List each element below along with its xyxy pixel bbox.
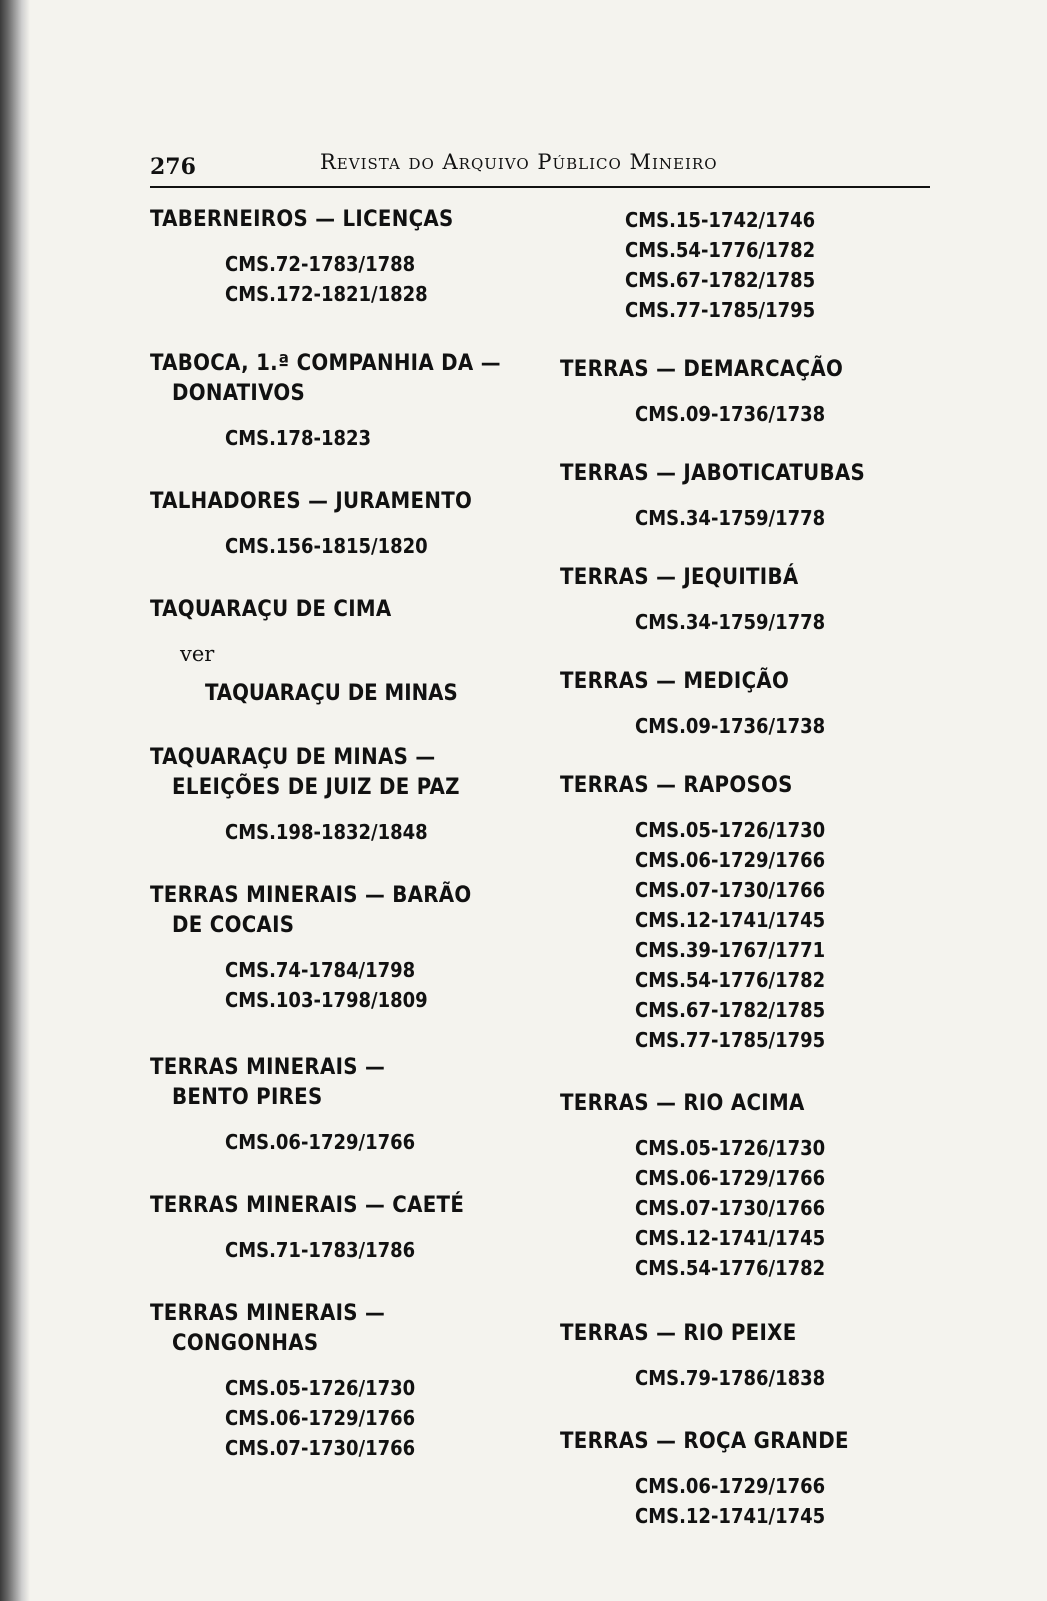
- archive-code: CMS.67-1782/1785: [625, 268, 816, 292]
- entry-heading: TAQUARAÇU DE MINAS — ELEIÇÕES DE JUIZ DE PAZ: [150, 745, 460, 800]
- archive-code: CMS.54-1776/1782: [625, 238, 816, 262]
- code-list: [635, 1471, 940, 1531]
- code-list: [635, 503, 940, 533]
- archive-code: CMS.05-1726/1730: [635, 1136, 826, 1160]
- archive-code: CMS.05-1726/1730: [635, 818, 826, 842]
- archive-code: CMS.103-1798/1809: [225, 988, 428, 1012]
- archive-code: CMS.09-1736/1738: [635, 402, 826, 426]
- index-entry: [560, 771, 940, 1055]
- index-entry: [150, 349, 550, 453]
- archive-code: CMS.172-1821/1828: [225, 282, 428, 306]
- code-list: [635, 1133, 940, 1283]
- index-entry: [150, 1191, 550, 1265]
- archive-code: CMS.178-1823: [225, 426, 372, 450]
- archive-code: CMS.07-1730/1766: [635, 1196, 826, 1220]
- archive-code: CMS.09-1736/1738: [635, 714, 826, 738]
- entry-heading: TERRAS MINERAIS — CAETÉ: [150, 1193, 465, 1218]
- archive-code: CMS.54-1776/1782: [635, 1256, 826, 1280]
- archive-code: CMS.39-1767/1771: [635, 938, 826, 962]
- code-list: [225, 423, 550, 453]
- archive-code: CMS.06-1729/1766: [635, 1474, 826, 1498]
- index-entry: [150, 205, 550, 309]
- archive-code: CMS.74-1784/1798: [225, 958, 416, 982]
- archive-code: CMS.198-1832/1848: [225, 820, 428, 844]
- entry-heading: TERRAS — ROÇA GRANDE: [560, 1429, 849, 1454]
- code-list: [635, 607, 940, 637]
- entry-heading: TABOCA, 1.ª COMPANHIA DA — DONATIVOS: [150, 351, 501, 406]
- archive-code: CMS.72-1783/1788: [225, 252, 416, 276]
- entry-heading: TERRAS — RIO ACIMA: [560, 1091, 805, 1116]
- page-header: [150, 146, 930, 188]
- index-entry: [150, 1053, 550, 1157]
- archive-code: CMS.06-1729/1766: [635, 848, 826, 872]
- archive-code: CMS.12-1741/1745: [635, 908, 826, 932]
- code-list: [225, 955, 550, 1015]
- code-list: [225, 1235, 550, 1265]
- code-list: [625, 205, 940, 325]
- archive-code: CMS.06-1729/1766: [225, 1130, 416, 1154]
- archive-code: CMS.77-1785/1795: [635, 1028, 826, 1052]
- index-entry: [150, 743, 550, 847]
- code-list: [635, 711, 940, 741]
- entry-heading: TERRAS — JABOTICATUBAS: [560, 461, 866, 486]
- entry-heading: TABERNEIROS — LICENÇAS: [150, 207, 454, 232]
- entry-heading: TERRAS — MEDIÇÃO: [560, 669, 790, 694]
- see-reference-label: ver: [180, 642, 215, 666]
- code-list: [225, 817, 550, 847]
- entry-heading: TERRAS — DEMARCAÇÃO: [560, 357, 844, 382]
- index-entry: [150, 1299, 550, 1463]
- archive-code: CMS.34-1759/1778: [635, 610, 826, 634]
- archive-code: CMS.15-1742/1746: [625, 208, 816, 232]
- index-entry: [560, 459, 940, 533]
- archive-code: CMS.156-1815/1820: [225, 534, 428, 558]
- index-entry: [560, 205, 940, 325]
- archive-code: CMS.07-1730/1766: [635, 878, 826, 902]
- code-list: [225, 1127, 550, 1157]
- index-entry: [150, 487, 550, 561]
- archive-code: CMS.77-1785/1795: [625, 298, 816, 322]
- code-list: [225, 249, 550, 309]
- code-list: [225, 1373, 550, 1463]
- page-number: 276: [150, 154, 196, 180]
- archive-code: CMS.71-1783/1786: [225, 1238, 416, 1262]
- archive-code: CMS.34-1759/1778: [635, 506, 826, 530]
- index-entry: [560, 1427, 940, 1531]
- archive-code: CMS.67-1782/1785: [635, 998, 826, 1022]
- archive-code: CMS.06-1729/1766: [225, 1406, 416, 1430]
- archive-code: CMS.54-1776/1782: [635, 968, 826, 992]
- left-column: [150, 205, 550, 1463]
- entry-heading: TERRAS — RIO PEIXE: [560, 1321, 797, 1346]
- entry-heading: TAQUARAÇU DE CIMA: [150, 597, 392, 622]
- running-title: Revista do Arquivo Público Mineiro: [320, 150, 718, 174]
- code-list: [635, 1363, 940, 1393]
- index-entry: [150, 595, 550, 709]
- index-entry: [150, 881, 550, 1015]
- archive-code: CMS.05-1726/1730: [225, 1376, 416, 1400]
- archive-code: CMS.79-1786/1838: [635, 1366, 826, 1390]
- index-entry: [560, 1319, 940, 1393]
- code-list: [635, 815, 940, 1055]
- index-entry: [560, 563, 940, 637]
- entry-heading: TERRAS MINERAIS — CONGONHAS: [150, 1301, 386, 1356]
- archive-code: CMS.12-1741/1745: [635, 1226, 826, 1250]
- entry-heading: TALHADORES — JURAMENTO: [150, 489, 473, 514]
- entry-heading: TERRAS — RAPOSOS: [560, 773, 793, 798]
- entry-heading: TERRAS MINERAIS — BENTO PIRES: [150, 1055, 386, 1110]
- archive-code: CMS.07-1730/1766: [225, 1436, 416, 1460]
- archive-code: CMS.06-1729/1766: [635, 1166, 826, 1190]
- archive-code: CMS.12-1741/1745: [635, 1504, 826, 1528]
- right-column: [560, 205, 940, 1531]
- code-list: [635, 399, 940, 429]
- entry-heading: TERRAS MINERAIS — BARÃO DE COCAIS: [150, 883, 472, 938]
- code-list: [225, 531, 550, 561]
- index-entry: [560, 355, 940, 429]
- page-binding-shadow: [0, 0, 30, 1601]
- index-entry: [560, 1089, 940, 1283]
- see-reference-target: TAQUARAÇU DE MINAS: [205, 681, 458, 706]
- index-entry: [560, 667, 940, 741]
- entry-heading: TERRAS — JEQUITIBÁ: [560, 565, 799, 590]
